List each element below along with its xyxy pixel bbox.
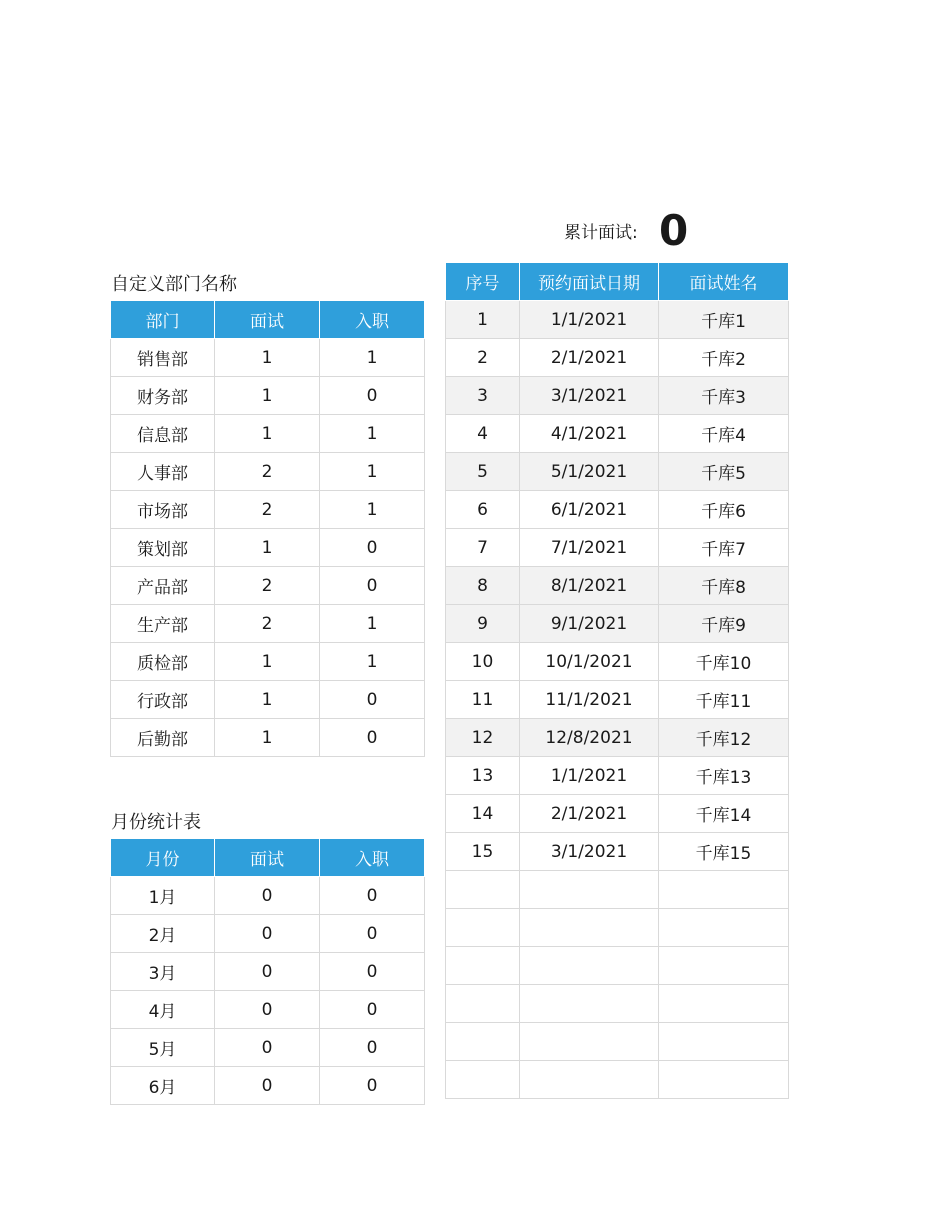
- month-table-row: [111, 991, 425, 1029]
- dept-interviews-cell[interactable]: 2: [215, 453, 320, 491]
- schedule-header-number: 序号: [446, 263, 520, 301]
- schedule-number-cell[interactable]: 8: [446, 567, 520, 605]
- schedule-date-cell[interactable]: 3/1/2021: [520, 377, 659, 415]
- schedule-table-row: [446, 947, 789, 985]
- dept-hired-cell[interactable]: 0: [320, 529, 425, 567]
- schedule-name-cell[interactable]: 千库3: [659, 377, 789, 415]
- dept-name-cell[interactable]: 人事部: [111, 453, 215, 491]
- dept-interviews-cell[interactable]: 1: [215, 643, 320, 681]
- schedule-name-cell[interactable]: 千库4: [659, 415, 789, 453]
- month-table-row: [111, 1029, 425, 1067]
- month-name-cell[interactable]: 3月: [111, 953, 215, 991]
- month-interviews-cell[interactable]: 0: [215, 1067, 320, 1105]
- dept-table-row: [111, 567, 425, 605]
- dept-interviews-cell[interactable]: 1: [215, 415, 320, 453]
- schedule-date-cell[interactable]: 6/1/2021: [520, 491, 659, 529]
- schedule-number-cell[interactable]: 15: [446, 833, 520, 871]
- schedule-date-cell[interactable]: 1/1/2021: [520, 301, 659, 339]
- schedule-number-cell[interactable]: 10: [446, 643, 520, 681]
- dept-table-row: [111, 491, 425, 529]
- dept-interviews-cell[interactable]: 1: [215, 339, 320, 377]
- schedule-date-cell[interactable]: 10/1/2021: [520, 643, 659, 681]
- dept-table: [110, 300, 425, 757]
- dept-name-cell[interactable]: 后勤部: [111, 719, 215, 757]
- dept-table-title: 自定义部门名称: [111, 274, 237, 295]
- schedule-number-cell[interactable]: 1: [446, 301, 520, 339]
- month-hired-cell[interactable]: 0: [320, 991, 425, 1029]
- schedule-name-cell[interactable]: 千库15: [659, 833, 789, 871]
- dept-name-cell[interactable]: 信息部: [111, 415, 215, 453]
- month-table-row: [111, 915, 425, 953]
- schedule-table-row: [446, 985, 789, 1023]
- schedule-date-cell[interactable]: [520, 1023, 659, 1061]
- month-name-cell[interactable]: 2月: [111, 915, 215, 953]
- schedule-date-cell[interactable]: 2/1/2021: [520, 339, 659, 377]
- dept-name-cell[interactable]: 销售部: [111, 339, 215, 377]
- schedule-date-cell[interactable]: 4/1/2021: [520, 415, 659, 453]
- schedule-date-cell[interactable]: 3/1/2021: [520, 833, 659, 871]
- dept-hired-cell[interactable]: 1: [320, 643, 425, 681]
- schedule-table-row: [446, 833, 789, 871]
- dept-hired-cell[interactable]: 0: [320, 377, 425, 415]
- schedule-table-row: [446, 453, 789, 491]
- schedule-table-row: [446, 1023, 789, 1061]
- schedule-name-cell[interactable]: [659, 871, 789, 909]
- schedule-number-cell[interactable]: 3: [446, 377, 520, 415]
- dept-interviews-cell[interactable]: 1: [215, 377, 320, 415]
- month-table-row: [111, 953, 425, 991]
- dept-hired-cell[interactable]: 1: [320, 339, 425, 377]
- schedule-header-date: 预约面试日期: [520, 263, 659, 301]
- dept-table-row: [111, 529, 425, 567]
- month-interviews-cell[interactable]: 0: [215, 953, 320, 991]
- dept-hired-cell[interactable]: 1: [320, 605, 425, 643]
- dept-table-row: [111, 453, 425, 491]
- dept-name-cell[interactable]: 市场部: [111, 491, 215, 529]
- dept-interviews-cell[interactable]: 1: [215, 529, 320, 567]
- dept-interviews-cell[interactable]: 2: [215, 567, 320, 605]
- schedule-number-cell[interactable]: 6: [446, 491, 520, 529]
- month-table-header: [111, 839, 425, 877]
- schedule-date-cell[interactable]: 12/8/2021: [520, 719, 659, 757]
- month-table-row: [111, 1067, 425, 1105]
- schedule-name-cell[interactable]: 千库2: [659, 339, 789, 377]
- schedule-table-row: [446, 643, 789, 681]
- schedule-number-cell[interactable]: [446, 909, 520, 947]
- schedule-date-cell[interactable]: 9/1/2021: [520, 605, 659, 643]
- schedule-table-row: [446, 909, 789, 947]
- schedule-number-cell[interactable]: 12: [446, 719, 520, 757]
- month-hired-cell[interactable]: 0: [320, 915, 425, 953]
- month-interviews-cell[interactable]: 0: [215, 877, 320, 915]
- schedule-table-row: [446, 757, 789, 795]
- schedule-name-cell[interactable]: 千库8: [659, 567, 789, 605]
- month-interviews-cell[interactable]: 0: [215, 991, 320, 1029]
- schedule-date-cell[interactable]: 7/1/2021: [520, 529, 659, 567]
- schedule-date-cell[interactable]: 11/1/2021: [520, 681, 659, 719]
- schedule-number-cell[interactable]: 11: [446, 681, 520, 719]
- total-interviews-label: 累计面试:: [564, 223, 638, 243]
- schedule-name-cell[interactable]: 千库10: [659, 643, 789, 681]
- dept-name-cell[interactable]: 生产部: [111, 605, 215, 643]
- dept-hired-cell[interactable]: 1: [320, 415, 425, 453]
- dept-interviews-cell[interactable]: 1: [215, 719, 320, 757]
- schedule-table-row: [446, 377, 789, 415]
- schedule-number-cell[interactable]: 13: [446, 757, 520, 795]
- month-table-row: [111, 877, 425, 915]
- dept-table-row: [111, 339, 425, 377]
- schedule-name-cell[interactable]: [659, 1023, 789, 1061]
- dept-hired-cell[interactable]: 0: [320, 567, 425, 605]
- month-name-cell[interactable]: 1月: [111, 877, 215, 915]
- schedule-name-cell[interactable]: [659, 909, 789, 947]
- schedule-number-cell[interactable]: 4: [446, 415, 520, 453]
- schedule-table-row: [446, 605, 789, 643]
- schedule-number-cell[interactable]: [446, 1023, 520, 1061]
- schedule-table-row: [446, 871, 789, 909]
- schedule-table-row: [446, 415, 789, 453]
- schedule-date-cell[interactable]: 5/1/2021: [520, 453, 659, 491]
- schedule-table-row: [446, 1061, 789, 1099]
- schedule-name-cell[interactable]: 千库13: [659, 757, 789, 795]
- schedule-table-row: [446, 301, 789, 339]
- schedule-date-cell[interactable]: [520, 909, 659, 947]
- schedule-name-cell[interactable]: 千库14: [659, 795, 789, 833]
- dept-interviews-cell[interactable]: 1: [215, 681, 320, 719]
- schedule-number-cell[interactable]: 14: [446, 795, 520, 833]
- schedule-date-cell[interactable]: 2/1/2021: [520, 795, 659, 833]
- schedule-table-row: [446, 795, 789, 833]
- dept-table-header: [111, 301, 425, 339]
- month-hired-cell[interactable]: 0: [320, 1067, 425, 1105]
- schedule-date-cell[interactable]: [520, 871, 659, 909]
- schedule-name-cell[interactable]: 千库1: [659, 301, 789, 339]
- schedule-number-cell[interactable]: [446, 1061, 520, 1099]
- schedule-table-row: [446, 567, 789, 605]
- month-table: [110, 838, 425, 1105]
- schedule-name-cell[interactable]: [659, 947, 789, 985]
- total-interviews-value: 0: [659, 206, 689, 255]
- schedule-table-header: [446, 263, 789, 301]
- schedule-table-row: [446, 719, 789, 757]
- month-name-cell[interactable]: 6月: [111, 1067, 215, 1105]
- dept-hired-cell[interactable]: 1: [320, 491, 425, 529]
- schedule-table-row: [446, 491, 789, 529]
- total-interviews: [564, 206, 694, 255]
- schedule-name-cell[interactable]: [659, 1061, 789, 1099]
- dept-table-row: [111, 415, 425, 453]
- dept-hired-cell[interactable]: 0: [320, 719, 425, 757]
- dept-name-cell[interactable]: 质检部: [111, 643, 215, 681]
- dept-interviews-cell[interactable]: 2: [215, 491, 320, 529]
- schedule-date-cell[interactable]: 8/1/2021: [520, 567, 659, 605]
- schedule-date-cell[interactable]: 1/1/2021: [520, 757, 659, 795]
- month-hired-cell[interactable]: 0: [320, 1029, 425, 1067]
- schedule-name-cell[interactable]: 千库5: [659, 453, 789, 491]
- dept-name-cell[interactable]: 策划部: [111, 529, 215, 567]
- dept-table-row: [111, 605, 425, 643]
- schedule-table-row: [446, 339, 789, 377]
- month-hired-cell[interactable]: 0: [320, 953, 425, 991]
- month-header-hired: 入职: [320, 839, 425, 877]
- schedule-name-cell[interactable]: 千库12: [659, 719, 789, 757]
- dept-name-cell[interactable]: 财务部: [111, 377, 215, 415]
- schedule-number-cell[interactable]: 7: [446, 529, 520, 567]
- dept-header-interviews: 面试: [215, 301, 320, 339]
- month-table-title: 月份统计表: [111, 812, 201, 833]
- month-header-interviews: 面试: [215, 839, 320, 877]
- dept-hired-cell[interactable]: 0: [320, 681, 425, 719]
- dept-table-row: [111, 719, 425, 757]
- month-hired-cell[interactable]: 0: [320, 877, 425, 915]
- schedule-name-cell[interactable]: 千库9: [659, 605, 789, 643]
- dept-table-row: [111, 681, 425, 719]
- schedule-name-cell[interactable]: 千库11: [659, 681, 789, 719]
- schedule-date-cell[interactable]: [520, 947, 659, 985]
- schedule-header-name: 面试姓名: [659, 263, 789, 301]
- schedule-number-cell[interactable]: [446, 871, 520, 909]
- dept-name-cell[interactable]: 产品部: [111, 567, 215, 605]
- month-name-cell[interactable]: 4月: [111, 991, 215, 1029]
- month-interviews-cell[interactable]: 0: [215, 1029, 320, 1067]
- schedule-date-cell[interactable]: [520, 985, 659, 1023]
- month-interviews-cell[interactable]: 0: [215, 915, 320, 953]
- schedule-name-cell[interactable]: [659, 985, 789, 1023]
- dept-header-hired: 入职: [320, 301, 425, 339]
- schedule-number-cell[interactable]: 9: [446, 605, 520, 643]
- schedule-name-cell[interactable]: 千库7: [659, 529, 789, 567]
- dept-header-department: 部门: [111, 301, 215, 339]
- schedule-number-cell[interactable]: 2: [446, 339, 520, 377]
- dept-table-row: [111, 643, 425, 681]
- month-header-month: 月份: [111, 839, 215, 877]
- dept-name-cell[interactable]: 行政部: [111, 681, 215, 719]
- dept-interviews-cell[interactable]: 2: [215, 605, 320, 643]
- schedule-date-cell[interactable]: [520, 1061, 659, 1099]
- dept-hired-cell[interactable]: 1: [320, 453, 425, 491]
- schedule-number-cell[interactable]: [446, 947, 520, 985]
- schedule-table: [445, 262, 789, 1099]
- schedule-name-cell[interactable]: 千库6: [659, 491, 789, 529]
- schedule-number-cell[interactable]: 5: [446, 453, 520, 491]
- month-name-cell[interactable]: 5月: [111, 1029, 215, 1067]
- schedule-number-cell[interactable]: [446, 985, 520, 1023]
- schedule-table-row: [446, 681, 789, 719]
- schedule-table-row: [446, 529, 789, 567]
- dept-table-row: [111, 377, 425, 415]
